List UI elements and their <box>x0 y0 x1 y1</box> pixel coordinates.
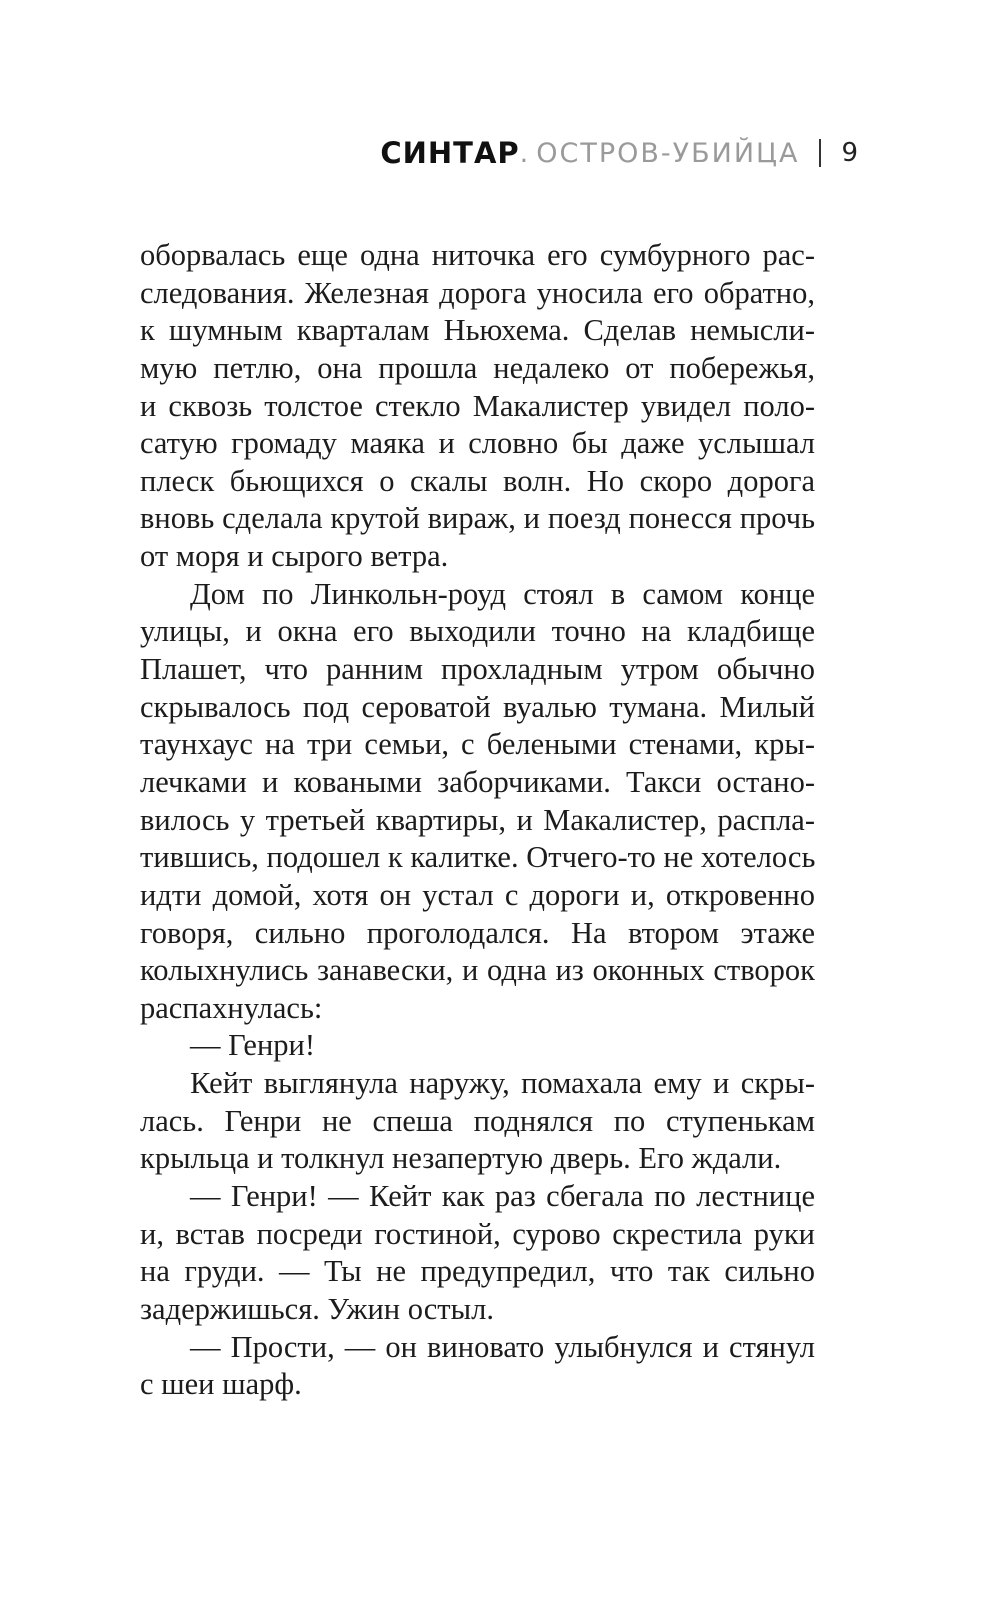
header-divider <box>819 139 821 167</box>
text-line: и, встав посреди гостиной, сурово скрестила руки <box>140 1216 815 1251</box>
series-name: СИНТАР <box>380 136 520 170</box>
text-line: — Прости, — он виновато улыбнулся и стянул <box>190 1329 815 1364</box>
text-line: идти домой, хотя он устал с дороги и, откровенно <box>140 877 815 912</box>
text-line: распахнулась: <box>140 990 323 1025</box>
text-line: Плашет, что ранним прохладным утром обычно <box>140 652 815 687</box>
text-line: лась. Генри не спеша поднялся по ступенькам <box>140 1103 815 1138</box>
text-line: Дом по Линкольн-роуд стоял в самом конце <box>190 576 815 611</box>
text-line: — Генри! — Кейт как раз сбегала по лестнице <box>190 1179 815 1214</box>
text-line: таунхаус на три семьи, с белеными стенами, кры- <box>140 727 815 762</box>
text-line: — Генри! <box>190 1028 316 1063</box>
text-line: улицы, и окна его выходили точно на кладбище <box>140 614 815 649</box>
running-header <box>380 133 858 173</box>
text-line: и сквозь толстое стекло Макалистер увидел поло- <box>140 388 815 423</box>
body-text <box>140 237 815 1404</box>
text-line: мую петлю, она прошла недалеко от побережья, <box>140 350 815 385</box>
text-line: скрывалось под сероватой вуалью тумана. Милый <box>140 689 815 724</box>
text-line: на груди. — Ты не предупредил, что так сильно <box>140 1254 815 1289</box>
text-line: вновь сделала крутой вираж, и поезд понесся прочь <box>140 501 815 536</box>
text-line: следования. Железная дорога уносила его обратно, <box>140 275 815 310</box>
text-line: говоря, сильно проголодался. На втором этаже <box>140 915 815 950</box>
text-line: сатую громаду маяка и словно бы даже услышал <box>140 426 815 461</box>
text-line: с шеи шарф. <box>140 1367 302 1402</box>
text-line: лечками и коваными заборчиками. Такси остано- <box>140 764 815 799</box>
page-number: 9 <box>841 138 858 168</box>
text-line: крыльца и толкнул незапертую дверь. Его ждали. <box>140 1141 782 1176</box>
text-line: оборвалась еще одна ниточка его сумбурного рас- <box>140 238 815 272</box>
book-title: ОСТРОВ-УБИЙЦА <box>536 137 800 169</box>
text-line: плеск бьющихся о скалы волн. Но скоро дорога <box>140 463 815 498</box>
text-line: задержишься. Ужин остыл. <box>140 1291 494 1326</box>
text-line: Кейт выглянула наружу, помахала ему и скры- <box>190 1066 815 1101</box>
header-dot: . <box>519 137 529 169</box>
text-line: к шумным кварталам Ньюхема. Сделав немысли- <box>140 313 815 348</box>
text-line: от моря и сырого ветра. <box>140 539 449 574</box>
text-line: вилось у третьей квартиры, и Макалистер, распла- <box>140 802 815 837</box>
text-line: тившись, подошел к калитке. Отчего-то не хотелось <box>140 840 816 875</box>
text-line: колыхнулись занавески, и одна из оконных створок <box>140 953 815 988</box>
